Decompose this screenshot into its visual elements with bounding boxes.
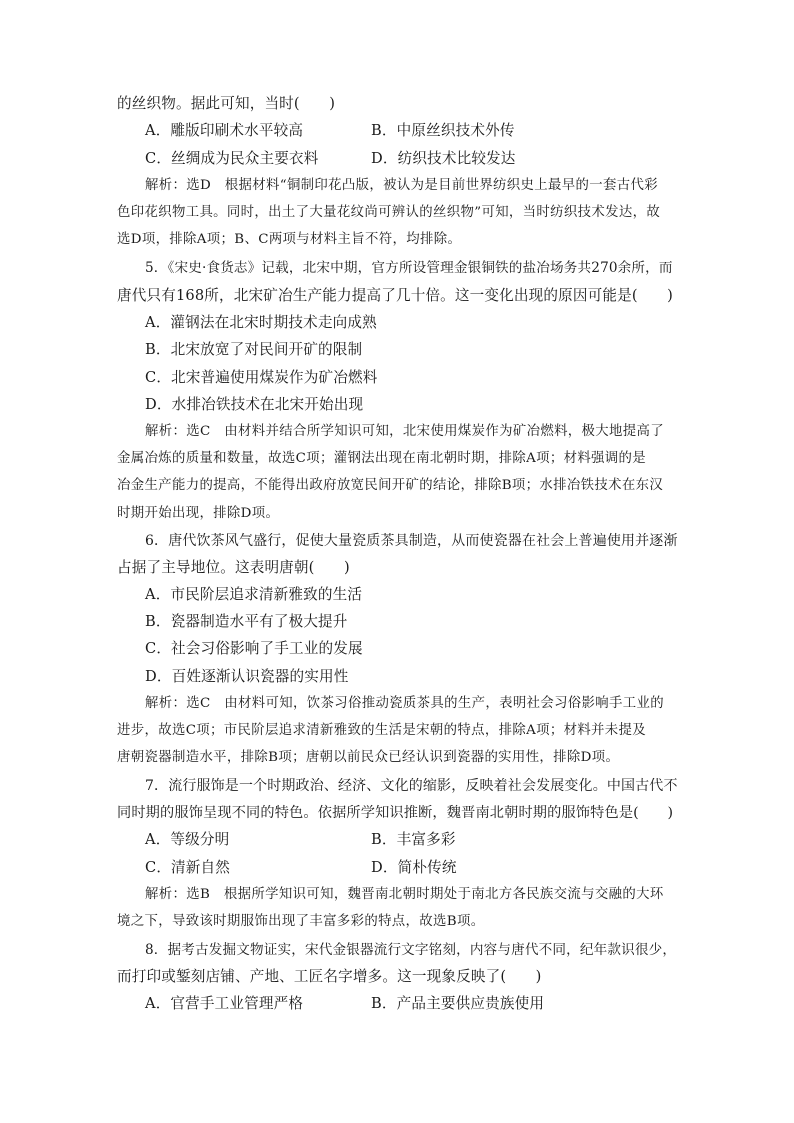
q8-option-b: B．产品主要供应贵族使用 bbox=[371, 995, 545, 1012]
q5-explanation-line-4: 时期开始出现，排除D项。 bbox=[117, 506, 280, 521]
q4-option-b: B．中原丝织技术外传 bbox=[371, 122, 515, 139]
q6-option-d: D．百姓逐渐认识瓷器的实用性 bbox=[145, 668, 349, 685]
q5-stem-line-1: 5．《宋史·食货志》记载，北宋中期，官方所设管理金银铜铁的盐冶场务共270余所，而 bbox=[145, 260, 673, 276]
q6-option-a: A．市民阶层追求清新雅致的生活 bbox=[145, 586, 363, 603]
q6-explanation-line-3: 唐朝瓷器制造水平，排除B项；唐朝以前民众已经认识到瓷器的实用性，排除D项。 bbox=[117, 750, 620, 765]
q6-stem-line-1: 6．唐代饮茶风气盛行，促使大量瓷质茶具制造，从而使瓷器在社会上普遍使用并逐渐 bbox=[145, 533, 678, 549]
q8-option-a: A．官营手工业管理严格 bbox=[145, 995, 304, 1012]
q5-stem-line-2: 唐代只有168所，北宋矿冶生产能力提高了几十倍。这一变化出现的原因可能是( ) bbox=[117, 287, 674, 304]
q4-option-a: A．雕版印刷术水平较高 bbox=[145, 122, 304, 139]
q5-option-c: C．北宋普遍使用煤炭作为矿冶燃料 bbox=[145, 369, 378, 386]
q6-explanation-line-1: 解析：选C 由材料可知，饮茶习俗推动瓷质茶具的生产，表明社会习俗影响手工业的 bbox=[145, 696, 664, 711]
q6-option-c: C．社会习俗影响了手工业的发展 bbox=[145, 640, 363, 657]
q5-option-d: D．水排冶铁技术在北宋开始出现 bbox=[145, 396, 364, 413]
q4-explanation-line-2: 色印花织物工具。同时，出土了大量花纹尚可辨认的丝织物”可知，当时纺织技术发达，故 bbox=[117, 205, 661, 220]
q7-option-a: A．等级分明 bbox=[145, 831, 230, 848]
q4-explanation-line-1: 解析：选D 根据材料“铜制印花凸版，被认为是目前世界纺织史上最早的一套古代彩 bbox=[145, 178, 658, 193]
q4-option-d: D．纺织技术比较发达 bbox=[371, 150, 516, 167]
q4-explanation-line-3: 选D项，排除A项；B、C两项与材料主旨不符，均排除。 bbox=[117, 232, 462, 247]
q5-option-a: A．灌钢法在北宋时期技术走向成熟 bbox=[145, 314, 377, 331]
q7-option-c: C．清新自然 bbox=[145, 859, 231, 876]
q7-option-b: B．丰富多彩 bbox=[371, 831, 456, 848]
q5-explanation-line-1: 解析：选C 由材料并结合所学知识可知，北宋使用煤炭作为矿冶燃料，极大地提高了 bbox=[145, 424, 664, 439]
q7-explanation-line-1: 解析：选B 根据所学知识可知，魏晋南北朝时期处于南北方各民族交流与交融的大环 bbox=[145, 887, 664, 902]
q8-stem-line-2: 而打印或錾刻店铺、产地、工匠名字增多。这一现象反映了( ) bbox=[117, 968, 542, 985]
q6-explanation-line-2: 进步，故选C项；市民阶层追求清新雅致的生活是宋朝的特点，排除A项；材料并未提及 bbox=[117, 723, 647, 738]
q4-stem-tail: 的丝织物。据此可知，当时( ) bbox=[117, 95, 336, 112]
q6-option-b: B．瓷器制造水平有了极大提升 bbox=[145, 613, 348, 630]
q4-option-c: C．丝绸成为民众主要衣料 bbox=[145, 150, 319, 167]
q7-stem-line-1: 7．流行服饰是一个时期政治、经济、文化的缩影，反映着社会发展变化。中国古代不 bbox=[145, 778, 678, 794]
q7-option-d: D．简朴传统 bbox=[371, 859, 457, 876]
q5-explanation-line-2: 金属冶炼的质量和数量，故选C项；灌钢法出现在南北朝时期，排除A项；材料强调的是 bbox=[117, 451, 647, 466]
q7-stem-line-2: 同时期的服饰呈现不同的特色。依据所学知识推断，魏晋南北朝时期的服饰特色是( ) bbox=[117, 805, 674, 821]
q5-explanation-line-3: 冶金生产能力的提高，不能得出政府放宽民间开矿的结论，排除B项；水排冶铁技术在东汉 bbox=[117, 478, 664, 493]
q7-explanation-line-2: 境之下，导致该时期服饰出现了丰富多彩的特点，故选B项。 bbox=[117, 914, 485, 929]
q5-option-b: B．北宋放宽了对民间开矿的限制 bbox=[145, 341, 363, 358]
q8-stem-line-1: 8．据考古发掘文物证实，宋代金银器流行文字铭刻，内容与唐代不同，纪年款识很少， bbox=[145, 942, 677, 958]
q6-stem-line-2: 占据了主导地位。这表明唐朝( ) bbox=[117, 559, 350, 576]
